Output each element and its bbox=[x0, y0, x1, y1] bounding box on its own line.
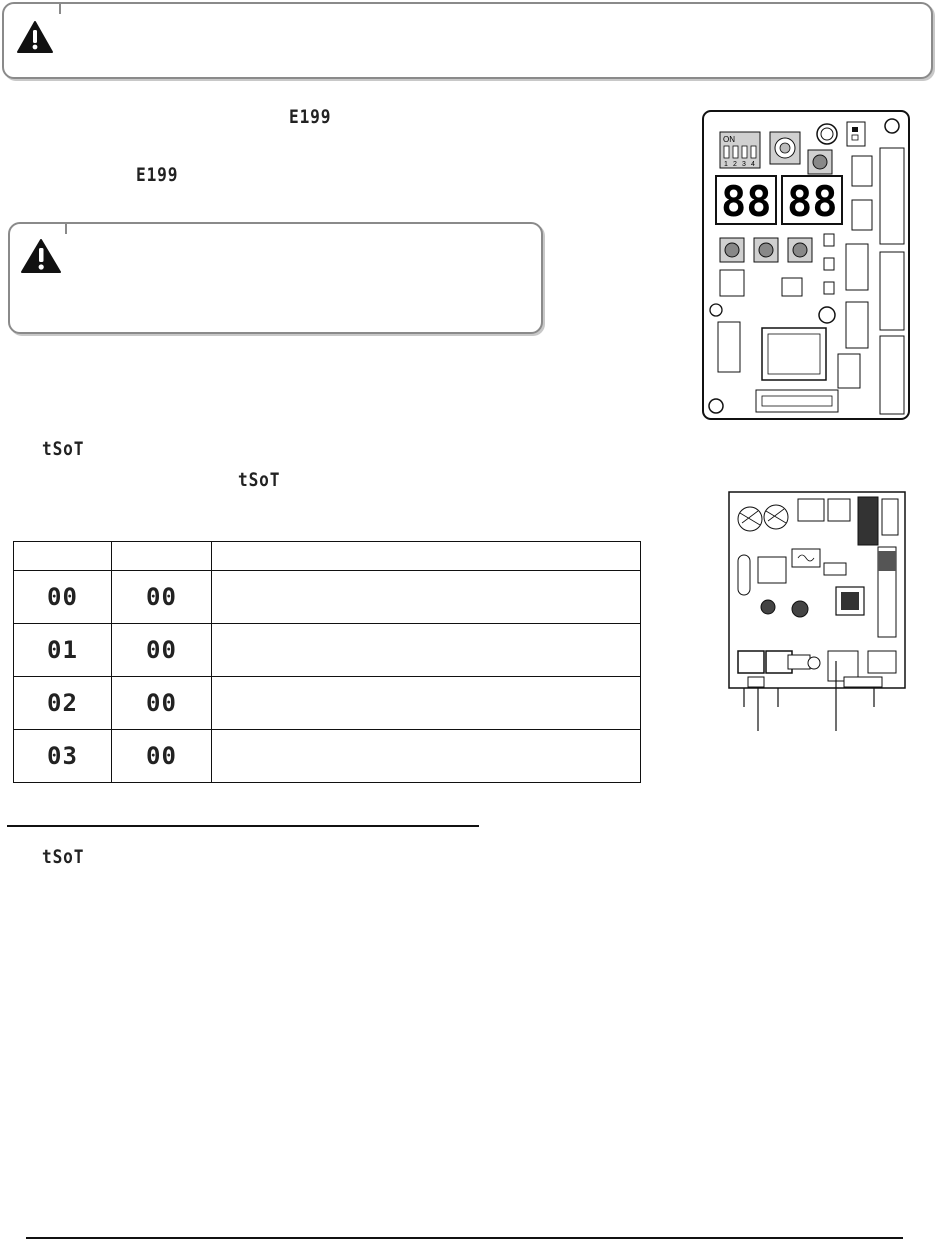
board-display-left: 88 bbox=[721, 177, 772, 226]
table-header-cell bbox=[212, 542, 641, 571]
table-row bbox=[14, 571, 641, 624]
table-row bbox=[14, 624, 641, 677]
table-cell-desc bbox=[212, 624, 641, 677]
table-header-cell bbox=[112, 542, 212, 571]
table-header-cell bbox=[14, 542, 112, 571]
warning-box-tick bbox=[59, 2, 61, 14]
outdoor-board-diagram bbox=[728, 491, 908, 736]
dip-num-2: 2 bbox=[733, 161, 737, 168]
footer-divider bbox=[26, 1237, 903, 1239]
section-divider bbox=[7, 825, 479, 827]
dip-num-3: 3 bbox=[742, 161, 746, 168]
warning-box-tick bbox=[65, 222, 67, 234]
board-display-right: 88 bbox=[787, 177, 838, 226]
error-code-inline-1: E199 bbox=[289, 106, 332, 128]
controller-board-diagram bbox=[702, 110, 910, 420]
table-cell-value: 00 bbox=[112, 624, 212, 677]
table-cell-code: 03 bbox=[14, 730, 112, 783]
table-cell-value: 00 bbox=[112, 730, 212, 783]
table-cell-code: 01 bbox=[14, 624, 112, 677]
dip-on-label: ON bbox=[723, 135, 735, 144]
second-warning-box bbox=[8, 222, 543, 334]
dip-num-1: 1 bbox=[724, 161, 728, 168]
table-row bbox=[14, 677, 641, 730]
top-warning-box bbox=[2, 2, 933, 79]
table-cell-desc bbox=[212, 677, 641, 730]
table-cell-desc bbox=[212, 730, 641, 783]
table-cell-value: 00 bbox=[112, 677, 212, 730]
warning-triangle-icon bbox=[20, 238, 62, 274]
table-cell-desc bbox=[212, 571, 641, 624]
table-cell-code: 00 bbox=[14, 571, 112, 624]
tsot-code-inline-3: tSoT bbox=[42, 846, 85, 868]
table-cell-code: 02 bbox=[14, 677, 112, 730]
tsot-code-inline-2: tSoT bbox=[238, 469, 281, 491]
table-row bbox=[14, 730, 641, 783]
warning-triangle-icon bbox=[16, 20, 54, 54]
dip-num-4: 4 bbox=[751, 161, 755, 168]
table-cell-value: 00 bbox=[112, 571, 212, 624]
table-header-row bbox=[14, 542, 641, 571]
code-table bbox=[13, 541, 641, 783]
tsot-code-inline-1: tSoT bbox=[42, 438, 85, 460]
error-code-inline-2: E199 bbox=[136, 164, 179, 186]
